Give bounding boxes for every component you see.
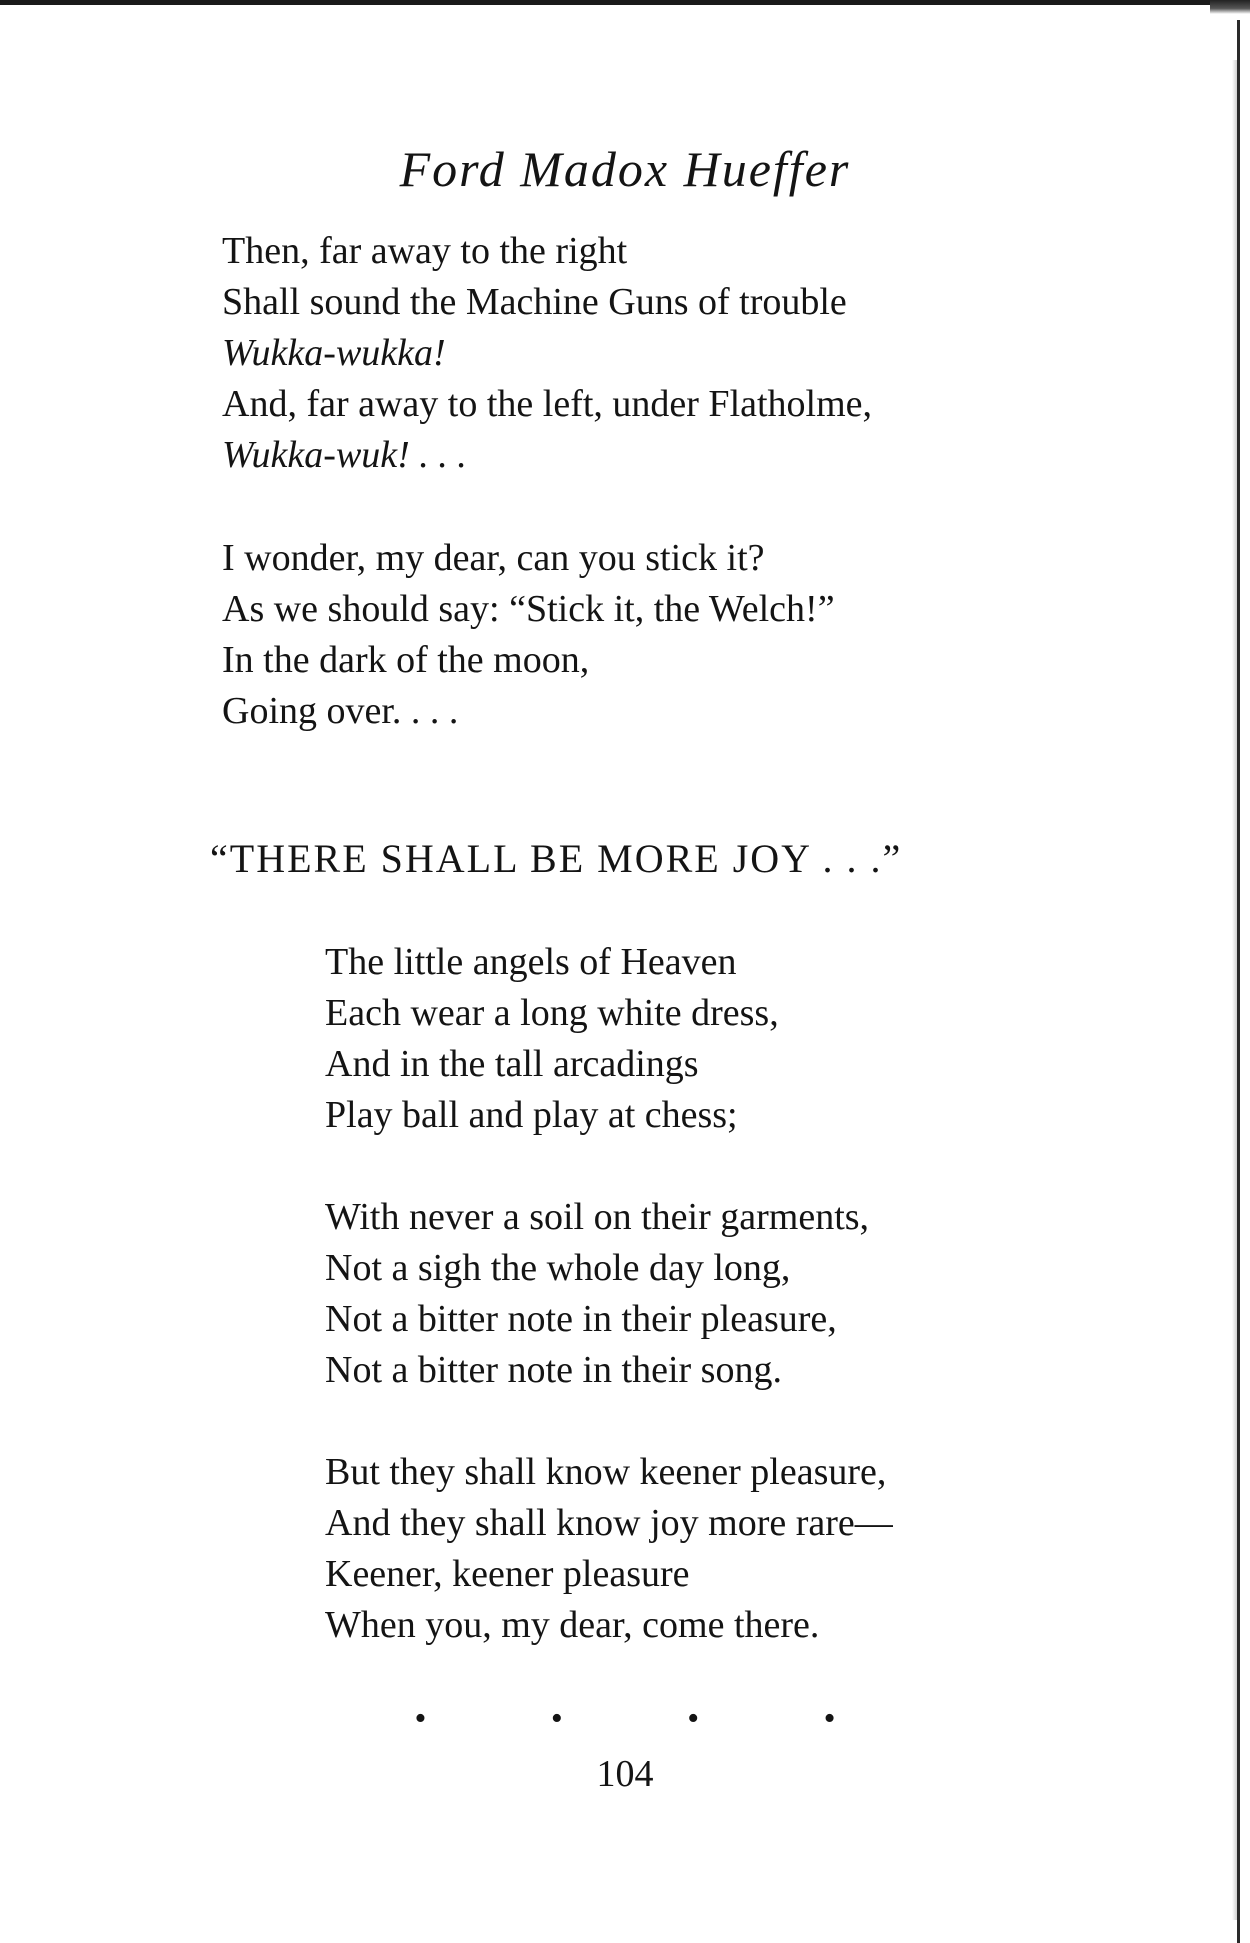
verse-line: I wonder, my dear, can you stick it? (222, 537, 765, 579)
verse-line-italic: Wukka-wuk! . . . (222, 434, 467, 476)
running-head: Ford Madox Hueffer (399, 141, 851, 197)
verse-line-italic: Wukka-wukka! (222, 332, 446, 374)
verse-line: Going over. . . . (222, 690, 459, 732)
verse-line: Not a bitter note in their song. (325, 1349, 782, 1391)
verse-line: Play ball and play at chess; (325, 1094, 738, 1136)
verse-line: But they shall know keener pleasure, (325, 1451, 887, 1493)
verse-line: With never a soil on their garments, (325, 1196, 870, 1238)
verse-line: And they shall know joy more rare— (325, 1502, 893, 1544)
verse-line: In the dark of the moon, (222, 639, 590, 681)
verse-line: The little angels of Heaven (325, 941, 737, 983)
page-corner-shadow (1210, 0, 1250, 14)
top-rule (0, 0, 1235, 5)
prior-poem-stanza-2 (222, 533, 835, 737)
verse-line: And, far away to the left, under Flatholme, (222, 383, 873, 425)
section-ornament: • • • • (414, 1700, 894, 1737)
verse-line: When you, my dear, come there. (325, 1604, 820, 1646)
page-right-edge (1237, 20, 1240, 1943)
verse-line: And in the tall arcadings (325, 1043, 699, 1085)
poem-stanza-2 (325, 1192, 869, 1396)
verse-line: Keener, keener pleasure (325, 1553, 690, 1595)
page-number: 104 (596, 1753, 654, 1795)
verse-line: As we should say: “Stick it, the Welch!” (222, 588, 835, 630)
poem-stanza-3 (325, 1447, 893, 1651)
poem-title: “THERE SHALL BE MORE JOY . . .” (210, 836, 903, 881)
verse-line: Not a bitter note in their pleasure, (325, 1298, 837, 1340)
verse-line: Then, far away to the right (222, 230, 628, 272)
verse-line: Each wear a long white dress, (325, 992, 779, 1034)
page-right-edge-shade (1232, 60, 1237, 1920)
verse-line: Shall sound the Machine Guns of trouble (222, 281, 847, 323)
prior-poem-stanza-1 (222, 226, 872, 481)
poem-stanza-1 (325, 937, 779, 1141)
verse-line: Not a sigh the whole day long, (325, 1247, 791, 1289)
